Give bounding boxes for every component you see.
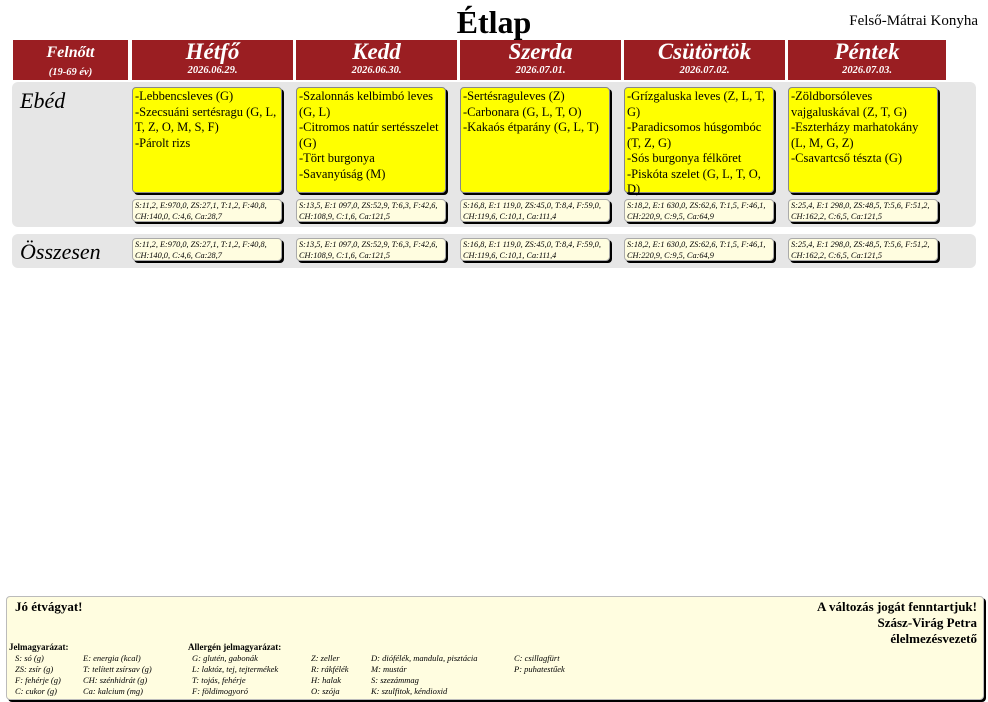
legend-item: T: telített zsírsav (g) bbox=[83, 664, 152, 674]
rights-notice: A változás jogát fenntartjuk! bbox=[817, 599, 977, 614]
dish-item: -Citromos natúr sertésszelet (G) bbox=[299, 120, 439, 150]
dish-item: -Eszterházy marhatokány (L, M, G, Z) bbox=[791, 120, 919, 150]
day-header-monday bbox=[132, 40, 293, 80]
age-group-range: (19-69 év) bbox=[48, 67, 93, 78]
legend-item: C: cukor (g) bbox=[15, 686, 58, 696]
dish-item: -Paradicsomos húsgombóc (T, Z, G) bbox=[627, 120, 762, 150]
total-nutrition-tuesday: S:13,5, E:1 097,0, ZS:52,9, T:6,3, F:42,6, CH:108,9, C:1,6, Ca:121,5 bbox=[296, 238, 446, 261]
legend-item: S: só (g) bbox=[15, 653, 44, 663]
allergen-item: S: szezámmag bbox=[371, 675, 419, 685]
allergen-item: L: laktóz, tej, tejtermékek bbox=[192, 664, 279, 674]
allergen-item: T: tojás, fehérje bbox=[192, 675, 246, 685]
allergen-column bbox=[514, 653, 565, 675]
total-nutrition-monday: S:11,2, E:970,0, ZS:27,1, T:1,2, F:40,8, CH:140,0, C:4,6, Ca:28,7 bbox=[132, 238, 282, 261]
day-header-tuesday bbox=[296, 40, 457, 80]
lunch-nutrition-wednesday: S:16,8, E:1 119,0, ZS:45,0, T:8,4, F:59,0, CH:119,6, C:10,1, Ca:111,4 bbox=[460, 199, 610, 222]
dish-item: -Carbonara (G, L, T, O) bbox=[463, 104, 582, 119]
lunch-nutrition-tuesday: S:13,5, E:1 097,0, ZS:52,9, T:6,3, F:42,6, CH:108,9, C:1,6, Ca:121,5 bbox=[296, 199, 446, 222]
lunch-nutrition-thursday: S:18,2, E:1 630,0, ZS:62,6, T:1,5, F:46,1, CH:220,9, C:9,5, Ca:64,9 bbox=[624, 199, 774, 222]
allergen-column bbox=[311, 653, 349, 697]
dish-item: -Tört burgonya bbox=[299, 151, 375, 165]
legend-item: E: energia (kcal) bbox=[83, 653, 141, 663]
age-group-label: Felnőtt bbox=[46, 44, 95, 61]
lunch-menu-thursday bbox=[624, 87, 774, 196]
kitchen-name: Felső-Mátrai Konyha bbox=[849, 13, 978, 29]
signer-name: Szász-Virág Petra bbox=[877, 615, 977, 630]
day-header-wednesday bbox=[460, 40, 621, 80]
lunch-menu-tuesday bbox=[296, 87, 446, 193]
total-nutrition-friday: S:25,4, E:1 298,0, ZS:48,5, T:5,6, F:51,2, CH:162,2, C:6,5, Ca:121,5 bbox=[788, 238, 938, 261]
day-name: Hétfő bbox=[185, 39, 240, 64]
dish-item: -Sós burgonya félköret bbox=[627, 151, 742, 165]
total-nutrition-thursday: S:18,2, E:1 630,0, ZS:62,6, T:1,5, F:46,1, CH:220,9, C:9,5, Ca:64,9 bbox=[624, 238, 774, 261]
lunch-nutrition-friday: S:25,4, E:1 298,0, ZS:48,5, T:5,6, F:51,2, CH:162,2, C:6,5, Ca:121,5 bbox=[788, 199, 938, 222]
legend-item: ZS: zsír (g) bbox=[15, 664, 54, 674]
dish-item: -Szalonnás kelbimbó leves (G, L) bbox=[299, 89, 433, 119]
allergen-item: C: csillagfürt bbox=[514, 653, 560, 663]
day-name: Csütörtök bbox=[657, 39, 752, 64]
legend-item: Ca: kalcium (mg) bbox=[83, 686, 143, 696]
dish-item: -Zöldborsóleves vajgaluskával (Z, T, G) bbox=[791, 89, 907, 119]
signature-block bbox=[817, 599, 977, 647]
allergen-item: Z: zeller bbox=[311, 653, 340, 663]
allergen-column bbox=[371, 653, 477, 697]
allergen-item: F: földimogyoró bbox=[192, 686, 248, 696]
signer-role: élelmezésvezető bbox=[890, 631, 977, 646]
day-header-friday bbox=[788, 40, 946, 80]
dish-item: -Grízgaluska leves (Z, L, T, G) bbox=[627, 89, 766, 119]
legend-column bbox=[83, 653, 152, 697]
allergen-item: O: szója bbox=[311, 686, 340, 696]
allergen-item: G: glutén, gabonák bbox=[192, 653, 258, 663]
allergen-legend-title: Allergén jelmagyarázat: bbox=[188, 642, 282, 652]
day-date: 2026.06.30. bbox=[351, 65, 402, 76]
page-title: Étlap bbox=[456, 4, 532, 40]
day-name: Péntek bbox=[834, 39, 900, 64]
legend-column bbox=[15, 653, 61, 697]
day-date: 2026.07.02. bbox=[679, 65, 730, 76]
dish-item: -Piskóta szelet (G, L, T, O, D) bbox=[627, 166, 761, 196]
day-name: Szerda bbox=[508, 39, 573, 64]
legend-item: F: fehérje (g) bbox=[15, 675, 61, 685]
day-date: 2026.06.29. bbox=[187, 65, 238, 76]
dish-item: -Kakaós étparány (G, L, T) bbox=[463, 120, 599, 134]
age-group-header bbox=[13, 40, 128, 80]
allergen-item: H: halak bbox=[311, 675, 341, 685]
allergen-item: M: mustár bbox=[371, 664, 407, 674]
greeting: Jó étvágyat! bbox=[15, 599, 83, 614]
dish-item: -Savanyúság (M) bbox=[299, 166, 386, 181]
allergen-column bbox=[192, 653, 278, 697]
lunch-menu-wednesday bbox=[460, 87, 610, 193]
day-date: 2026.07.01. bbox=[515, 65, 566, 76]
lunch-nutrition-monday: S:11,2, E:970,0, ZS:27,1, T:1,2, F:40,8, CH:140,0, C:4,6, Ca:28,7 bbox=[132, 199, 282, 222]
lunch-label: Ebéd bbox=[20, 88, 66, 113]
allergen-item: K: szulfitok, kéndioxid bbox=[371, 686, 448, 696]
day-date: 2026.07.03. bbox=[842, 65, 892, 76]
dish-item: -Párolt rizs bbox=[135, 135, 191, 150]
total-label: Összesen bbox=[20, 239, 101, 264]
legend-title: Jelmagyarázat: bbox=[9, 642, 69, 652]
allergen-item: D: diófélék, mandula, pisztácia bbox=[371, 653, 478, 663]
allergen-item: R: rákfélék bbox=[311, 664, 349, 674]
day-header-thursday bbox=[624, 40, 785, 80]
total-nutrition-wednesday: S:16,8, E:1 119,0, ZS:45,0, T:8,4, F:59,0, CH:119,6, C:10,1, Ca:111,4 bbox=[460, 238, 610, 261]
allergen-item: P: puhatestűek bbox=[514, 664, 565, 674]
day-name: Kedd bbox=[352, 39, 401, 64]
lunch-menu-monday bbox=[132, 87, 282, 193]
dish-item: -Csavartcső tészta (G) bbox=[791, 151, 903, 165]
dish-item: -Szecsuáni sertésragu (G, L, T, Z, O, M, S, F) bbox=[135, 104, 277, 134]
legend-item: CH: szénhidrát (g) bbox=[83, 675, 148, 685]
dish-item: -Sertésraguleves (Z) bbox=[463, 89, 565, 103]
dish-item: -Lebbencsleves (G) bbox=[135, 89, 234, 103]
footer-box bbox=[6, 596, 984, 700]
lunch-menu-friday bbox=[788, 87, 938, 193]
